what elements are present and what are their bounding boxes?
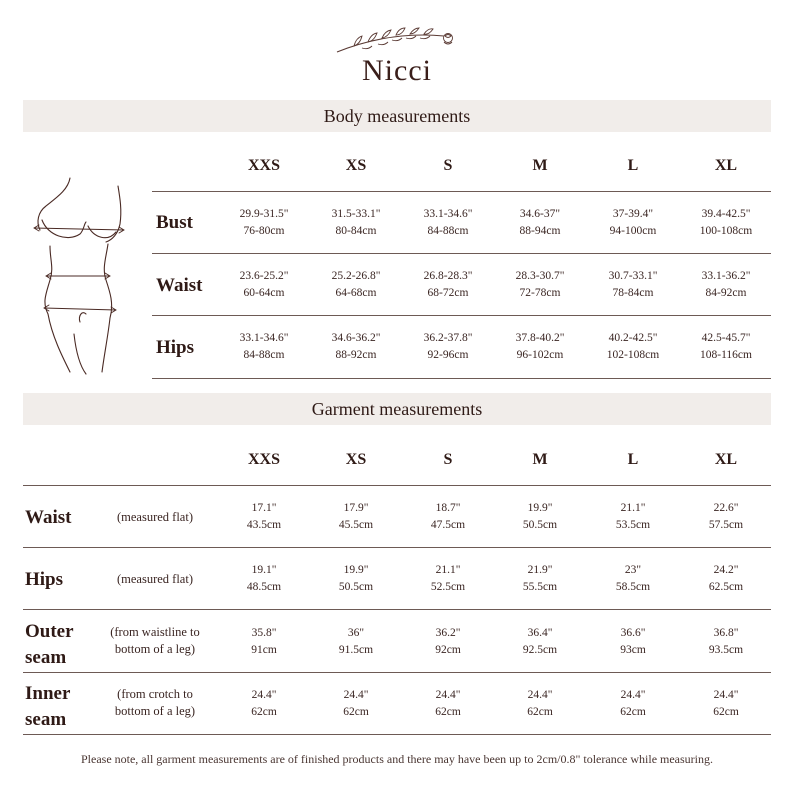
- row-label-hips: Hips: [156, 337, 195, 358]
- table-cell: 21.9" 55.5cm: [522, 564, 558, 593]
- body-size-header: XXS: [247, 157, 280, 174]
- table-cell: 24.4" 62cm: [713, 689, 739, 718]
- brand-logo: [0, 22, 794, 88]
- table-cell: 25.2-26.8" 64-68cm: [331, 270, 381, 299]
- table-cell: 36.2" 92cm: [435, 627, 461, 656]
- table-cell: 37-39.4" 94-100cm: [609, 208, 657, 237]
- divider: [23, 672, 771, 673]
- table-cell: 24.4" 62cm: [435, 689, 461, 718]
- body-size-header: XL: [714, 157, 738, 174]
- row-label-garment-waist: Waist: [25, 507, 72, 528]
- table-cell: 19.1" 48.5cm: [246, 564, 282, 593]
- row-label-outer-seam: Outer seam: [25, 621, 74, 668]
- table-cell: 22.6" 57.5cm: [708, 502, 744, 531]
- garment-size-header: XS: [345, 451, 367, 468]
- divider: [23, 485, 771, 486]
- table-cell: 28.3-30.7" 72-78cm: [515, 270, 565, 299]
- table-cell: 21.1" 53.5cm: [615, 502, 651, 531]
- table-cell: 37.8-40.2" 96-102cm: [515, 332, 565, 361]
- row-label-inner-seam: Inner seam: [25, 683, 71, 730]
- body-figure-icon: [28, 176, 138, 376]
- table-cell: 39.4-42.5" 100-108cm: [699, 208, 753, 237]
- divider: [23, 547, 771, 548]
- table-cell: 36.8" 93.5cm: [708, 627, 744, 656]
- garment-size-header: XXS: [247, 451, 280, 468]
- table-cell: 30.7-33.1" 78-84cm: [608, 270, 658, 299]
- table-cell: 33.1-34.6" 84-88cm: [423, 208, 473, 237]
- table-cell: 23" 58.5cm: [615, 564, 651, 593]
- branch-icon: [332, 22, 462, 58]
- table-cell: 24.4" 62cm: [343, 689, 369, 718]
- body-size-header: L: [627, 157, 639, 174]
- table-cell: 19.9" 50.5cm: [338, 564, 374, 593]
- garment-size-header: M: [532, 451, 548, 468]
- row-label-waist: Waist: [156, 275, 203, 296]
- body-size-header: S: [443, 157, 453, 174]
- row-label-bust: Bust: [156, 212, 193, 233]
- garment-size-header: L: [627, 451, 639, 468]
- table-cell: 34.6-37" 88-94cm: [519, 208, 561, 237]
- tolerance-note: Please note, all garment measurements are of finished products and there may have been up to 2cm/0.8" tolerance while measuring.: [80, 752, 713, 766]
- table-cell: 36.6" 93cm: [620, 627, 646, 656]
- table-cell: 23.6-25.2" 60-64cm: [239, 270, 289, 299]
- divider: [152, 315, 771, 316]
- table-cell: 42.5-45.7" 108-116cm: [700, 332, 752, 361]
- body-size-header: M: [532, 157, 548, 174]
- table-cell: 19.9" 50.5cm: [522, 502, 558, 531]
- brand-name: Nicci: [362, 54, 432, 87]
- measure-note: (measured flat): [116, 572, 193, 586]
- divider: [23, 734, 771, 735]
- table-cell: 36.4" 92.5cm: [522, 627, 558, 656]
- divider: [152, 191, 771, 192]
- measure-note: (measured flat): [116, 510, 193, 524]
- table-cell: 40.2-42.5" 102-108cm: [606, 332, 660, 361]
- row-label-garment-hips: Hips: [25, 569, 64, 590]
- body-measurements-title: Body measurements: [23, 100, 771, 132]
- garment-size-header: XL: [714, 451, 738, 468]
- table-cell: 24.4" 62cm: [251, 689, 277, 718]
- table-cell: 24.4" 62cm: [620, 689, 646, 718]
- table-cell: 26.8-28.3" 68-72cm: [423, 270, 473, 299]
- table-cell: 24.4" 62cm: [527, 689, 553, 718]
- table-cell: 21.1" 52.5cm: [430, 564, 466, 593]
- divider: [152, 378, 771, 379]
- body-size-header: XS: [345, 157, 367, 174]
- table-cell: 35.8" 91cm: [251, 627, 277, 656]
- table-cell: 17.1" 43.5cm: [246, 502, 282, 531]
- table-cell: 17.9" 45.5cm: [338, 502, 374, 531]
- table-cell: 33.1-34.6" 84-88cm: [239, 332, 289, 361]
- table-cell: 33.1-36.2" 84-92cm: [701, 270, 751, 299]
- table-cell: 36.2-37.8" 92-96cm: [423, 332, 473, 361]
- table-cell: 36" 91.5cm: [338, 627, 374, 656]
- table-cell: 31.5-33.1" 80-84cm: [331, 208, 381, 237]
- measure-note: (from waistline to bottom of a leg): [110, 625, 200, 656]
- divider: [23, 609, 771, 610]
- divider: [152, 253, 771, 254]
- table-cell: 34.6-36.2" 88-92cm: [331, 332, 381, 361]
- measure-note: (from crotch to bottom of a leg): [114, 687, 196, 718]
- garment-size-header: S: [443, 451, 453, 468]
- table-cell: 29.9-31.5" 76-80cm: [239, 208, 289, 237]
- table-cell: 24.2" 62.5cm: [708, 564, 744, 593]
- table-cell: 18.7" 47.5cm: [430, 502, 466, 531]
- garment-measurements-title: Garment measurements: [23, 393, 771, 425]
